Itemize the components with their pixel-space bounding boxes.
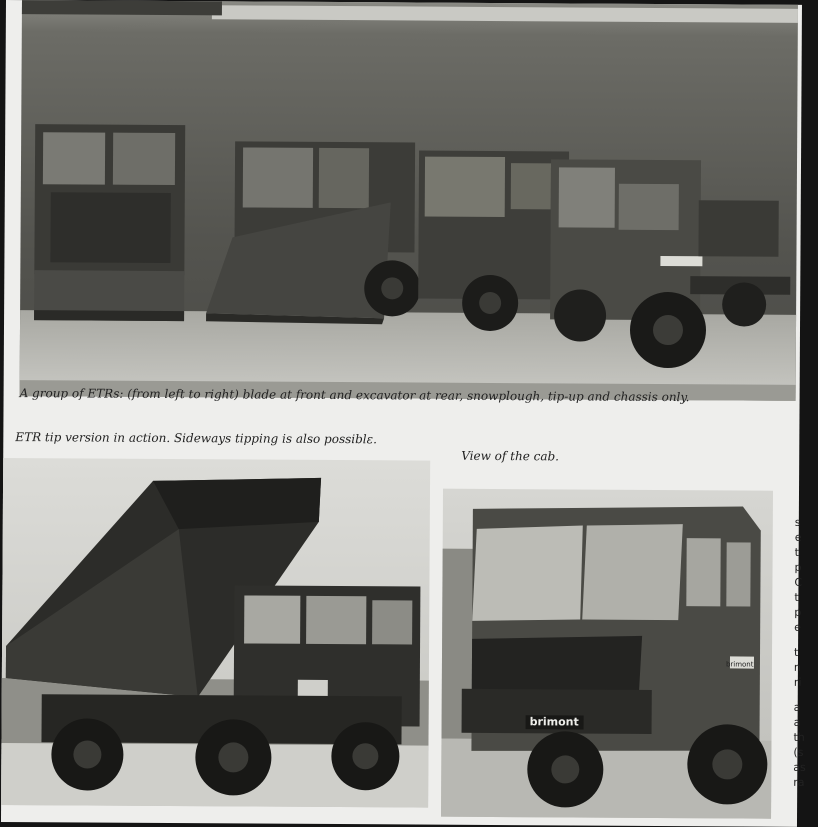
caption-etr-group: A group of ETRs: (from left to right) blade at front and excavator at rear, snowplough, tip-up and chassis only. xyxy=(19,386,690,405)
brand-badge-cab: brimont xyxy=(529,715,579,729)
column-fragment: ri xyxy=(793,675,802,689)
column-fragment: p xyxy=(794,605,802,619)
caption-cab-view: View of the cab. xyxy=(461,448,560,464)
column-fragment: e xyxy=(794,620,802,634)
column-fragment: a xyxy=(793,715,801,729)
column-fragment: s xyxy=(794,515,801,529)
column-fragment: (s xyxy=(793,745,804,759)
column-fragment: n xyxy=(793,660,801,674)
book-page xyxy=(1,0,806,827)
column-fragment: C xyxy=(794,575,803,589)
column-fragment: a xyxy=(793,700,801,714)
caption-tip-version: ETR tip version in action. Sideways tipping is also possiblε. xyxy=(15,430,377,447)
column-fragment: as xyxy=(793,760,806,774)
column-fragment: ra xyxy=(793,775,805,789)
adjacent-column-fragments xyxy=(793,515,815,790)
column-fragment: th xyxy=(793,730,805,744)
photo-tip-version xyxy=(1,458,430,808)
column-fragment: t xyxy=(794,545,800,559)
photo-cab-view xyxy=(441,489,773,819)
column-fragment: p xyxy=(794,560,802,574)
column-fragment: e xyxy=(794,530,802,544)
photo-etr-group xyxy=(20,0,798,401)
brand-badge-side: brimont xyxy=(725,660,754,669)
column-fragment: t xyxy=(793,645,799,659)
column-fragment: t xyxy=(794,590,799,604)
